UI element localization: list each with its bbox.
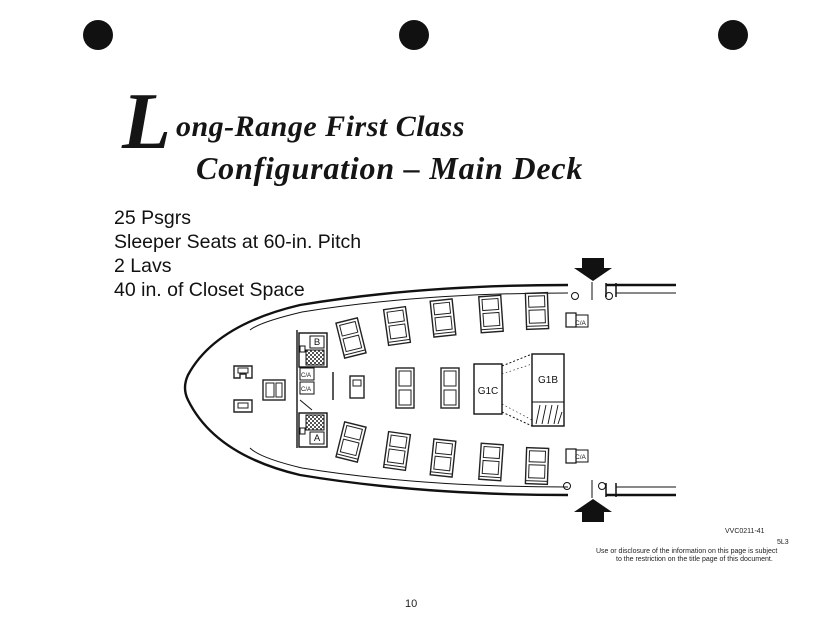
seat-row-top xyxy=(336,293,549,358)
seat xyxy=(479,295,503,332)
seat-row-bottom xyxy=(336,422,549,484)
lavatory-b-label: B xyxy=(313,337,321,348)
door-arrow-bottom xyxy=(574,499,612,522)
spec-seats: Sleeper Seats at 60-in. Pitch xyxy=(114,231,362,253)
lavatory-a-label: A xyxy=(313,433,321,444)
crew-seats xyxy=(234,366,285,412)
seat xyxy=(525,448,548,485)
seat-row-center xyxy=(333,368,459,408)
title-line-2: Configuration – Main Deck xyxy=(196,150,584,186)
seat xyxy=(336,422,366,462)
disclaimer-line-1: Use or disclosure of the information on this page is subject xyxy=(596,548,778,555)
page-number: 10 xyxy=(405,598,418,610)
closet-bottom-label: C/A xyxy=(575,454,586,461)
document-code: VVC0211-41 xyxy=(725,528,765,535)
spec-passengers: 25 Psgrs xyxy=(114,207,191,229)
seat xyxy=(430,299,456,337)
title-line-1: ong-Range First Class xyxy=(176,110,465,143)
door-arrow-top xyxy=(574,258,612,281)
title-initial: L xyxy=(122,78,171,166)
seat xyxy=(384,307,411,346)
seat xyxy=(479,443,503,480)
galley-g1b xyxy=(532,354,564,426)
seat xyxy=(336,318,366,358)
attendant-seat-label: C/A xyxy=(301,373,312,379)
galley-g1c-label: G1C xyxy=(477,386,499,397)
spec-closet: 40 in. of Closet Space xyxy=(114,279,305,301)
document-revision: 5L3 xyxy=(777,539,789,546)
seat xyxy=(396,368,414,408)
attendant-seat-label: C/A xyxy=(301,387,312,393)
seat xyxy=(384,432,411,471)
seat xyxy=(525,293,548,330)
seat xyxy=(441,368,459,408)
galley-g1b-label: G1B xyxy=(537,375,559,386)
spec-lavs: 2 Lavs xyxy=(114,255,172,277)
closet-top-label: C/A xyxy=(575,320,586,327)
seat xyxy=(430,439,456,477)
disclaimer-line-2: to the restriction on the title page of this document. xyxy=(616,556,773,563)
galley-connector xyxy=(502,354,532,426)
